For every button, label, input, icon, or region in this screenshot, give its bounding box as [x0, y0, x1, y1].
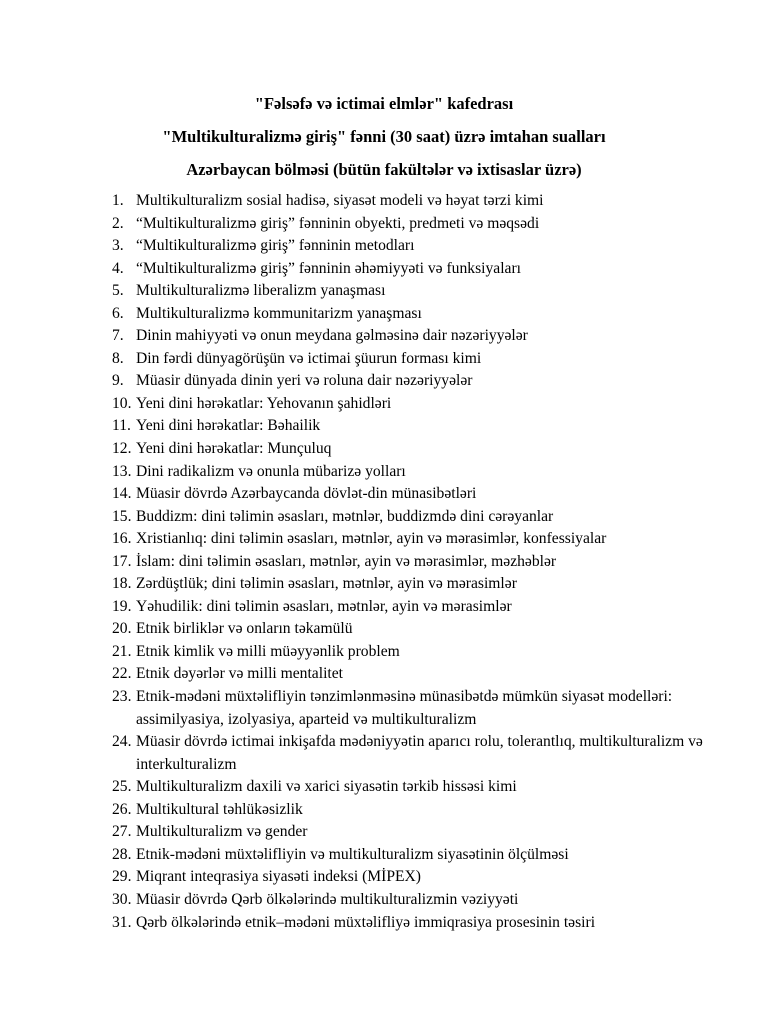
- question-number: 24.: [112, 733, 132, 751]
- question-text: İslam: dini təlimin əsasları, mətnlər, ayin və mərasimlər, məzhəblər: [136, 552, 557, 570]
- question-text: Xristianlıq: dini təlimin əsasları, mətnlər, ayin və mərasimlər, konfessiyalar: [136, 530, 607, 548]
- question-item: [112, 235, 712, 258]
- question-number: 7.: [112, 327, 124, 345]
- course-exam-title: "Multikulturalizmə giriş" fənni (30 saat) üzrə imtahan sualları: [162, 127, 606, 146]
- question-item: [112, 866, 712, 889]
- question-number: 14.: [112, 485, 132, 503]
- question-number: 20.: [112, 620, 132, 638]
- question-number: 11.: [112, 417, 131, 435]
- question-number: 2.: [112, 214, 124, 232]
- section-subtitle: Azərbaycan bölməsi (bütün fakültələr və ixtisaslar üzrə): [186, 160, 582, 179]
- question-item: [112, 506, 712, 529]
- question-number: 13.: [112, 462, 132, 480]
- question-number: 16.: [112, 530, 132, 548]
- question-number: 1.: [112, 192, 124, 209]
- question-text: Etnik birliklər və onların təkamülü: [136, 620, 353, 638]
- question-text: Etnik-mədəni müxtəlifliyin tənzimlənməsinə münasibətdə mümkün siyasət modelləri: assimilyasiya, izolyasiya, aparteid və multikulturalizm: [136, 688, 673, 728]
- question-text: Dini radikalizm və onunla mübarizə yolları: [136, 462, 406, 480]
- question-item: [112, 641, 712, 664]
- question-number: 19.: [112, 597, 132, 615]
- question-text: Müasir dövrdə Qərb ölkələrində multikulturalizmin vəziyyəti: [136, 890, 519, 908]
- question-text: Multikulturalizmə kommunitarizm yanaşması: [136, 304, 422, 322]
- question-item: [112, 393, 712, 416]
- question-item: [112, 303, 712, 326]
- question-number: 5.: [112, 282, 124, 300]
- question-number: 10.: [112, 394, 132, 412]
- question-item: [112, 596, 712, 619]
- question-text: Etnik-mədəni müxtəlifliyin və multikulturalizm siyasətinin ölçülməsi: [136, 845, 569, 863]
- question-number: 9.: [112, 372, 124, 390]
- question-item: [112, 280, 712, 303]
- question-item: [112, 438, 712, 461]
- question-text: Müasir dövrdə Azərbaycanda dövlət-din münasibətləri: [136, 485, 477, 503]
- question-text: Buddizm: dini təlimin əsasları, mətnlər, buddizmdə dini cərəyanlar: [136, 507, 554, 525]
- question-text: Müasir dünyada dinin yeri və roluna dair nəzəriyyələr: [136, 372, 473, 390]
- question-text: Zərdüştlük; dini təlimin əsasları, mətnlər, ayin və mərasimlər: [136, 575, 517, 593]
- question-text: Yeni dini hərəkatlar: Yehovanın şahidləri: [136, 394, 392, 412]
- question-text: Qərb ölkələrində etnik–mədəni müxtəlifliyə immiqrasiya prosesinin təsiri: [136, 913, 596, 931]
- question-item: [112, 663, 712, 686]
- question-text: Multikultural təhlükəsizlik: [136, 800, 303, 818]
- question-item: [112, 551, 712, 574]
- question-item: [112, 912, 712, 935]
- department-title: "Fəlsəfə və ictimai elmlər" kafedrası: [254, 94, 514, 113]
- question-number: 4.: [112, 259, 124, 277]
- question-text: Yeni dini hərəkatlar: Bəhailik: [136, 417, 321, 435]
- question-number: 26.: [112, 800, 132, 818]
- question-item: [112, 618, 712, 641]
- question-number: 15.: [112, 507, 132, 525]
- question-number: 29.: [112, 868, 132, 886]
- question-item: [112, 461, 712, 484]
- question-text: “Multikulturalizmə giriş” fənninin obyekti, predmeti və məqsədi: [136, 214, 540, 232]
- question-item: [112, 731, 712, 776]
- question-number: 18.: [112, 575, 132, 593]
- question-item: [112, 415, 712, 438]
- question-text: “Multikulturalizmə giriş” fənninin metodları: [136, 237, 415, 255]
- question-item: [112, 483, 712, 506]
- question-number: 22.: [112, 665, 132, 683]
- exam-question-list: [112, 190, 712, 934]
- question-number: 3.: [112, 237, 124, 255]
- question-text: Yəhudilik: dini təlimin əsasları, mətnlər, ayin və mərasimlər: [136, 597, 512, 615]
- question-text: Multikulturalizm daxili və xarici siyasətin tərkib hissəsi kimi: [136, 778, 517, 796]
- question-item: [112, 686, 712, 731]
- question-item: [112, 889, 712, 912]
- question-number: 6.: [112, 304, 124, 322]
- question-number: 8.: [112, 349, 124, 367]
- question-number: 17.: [112, 552, 132, 570]
- question-number: 12.: [112, 440, 132, 458]
- question-item: [112, 213, 712, 236]
- question-text: Dinin mahiyyəti və onun meydana gəlməsinə dair nəzəriyyələr: [136, 327, 528, 345]
- question-item: [112, 844, 712, 867]
- question-item: [112, 573, 712, 596]
- question-text: Din fərdi dünyagörüşün və ictimai şüurun forması kimi: [136, 349, 482, 367]
- question-text: Multikulturalizmə liberalizm yanaşması: [136, 282, 386, 300]
- question-number: 25.: [112, 778, 132, 796]
- question-number: 31.: [112, 913, 132, 931]
- question-number: 21.: [112, 642, 132, 660]
- question-text: Multikulturalizm sosial hadisə, siyasət modeli və həyat tərzi kimi: [136, 192, 544, 209]
- question-text: Etnik kimlik və milli müəyyənlik problem: [136, 642, 400, 660]
- question-item: [112, 370, 712, 393]
- question-number: 27.: [112, 823, 132, 841]
- question-item: [112, 190, 712, 213]
- question-item: [112, 528, 712, 551]
- question-text: Yeni dini hərəkatlar: Munçuluq: [136, 440, 332, 458]
- question-text: “Multikulturalizmə giriş” fənninin əhəmiyyəti və funksiyaları: [136, 259, 521, 277]
- question-text: Miqrant inteqrasiya siyasəti indeksi (MİPEX): [136, 868, 421, 886]
- question-item: [112, 799, 712, 822]
- question-number: 30.: [112, 890, 132, 908]
- question-item: [112, 776, 712, 799]
- question-text: Müasir dövrdə ictimai inkişafda mədəniyyətin aparıcı rolu, tolerantlıq, multikulturalizm və interkulturalizm: [136, 733, 703, 773]
- question-item: [112, 325, 712, 348]
- question-item: [112, 821, 712, 844]
- question-text: Multikulturalizm və gender: [136, 823, 308, 841]
- question-text: Etnik dəyərlər və milli mentalitet: [136, 665, 343, 683]
- question-number: 28.: [112, 845, 132, 863]
- question-item: [112, 348, 712, 371]
- question-number: 23.: [112, 688, 132, 706]
- question-item: [112, 258, 712, 281]
